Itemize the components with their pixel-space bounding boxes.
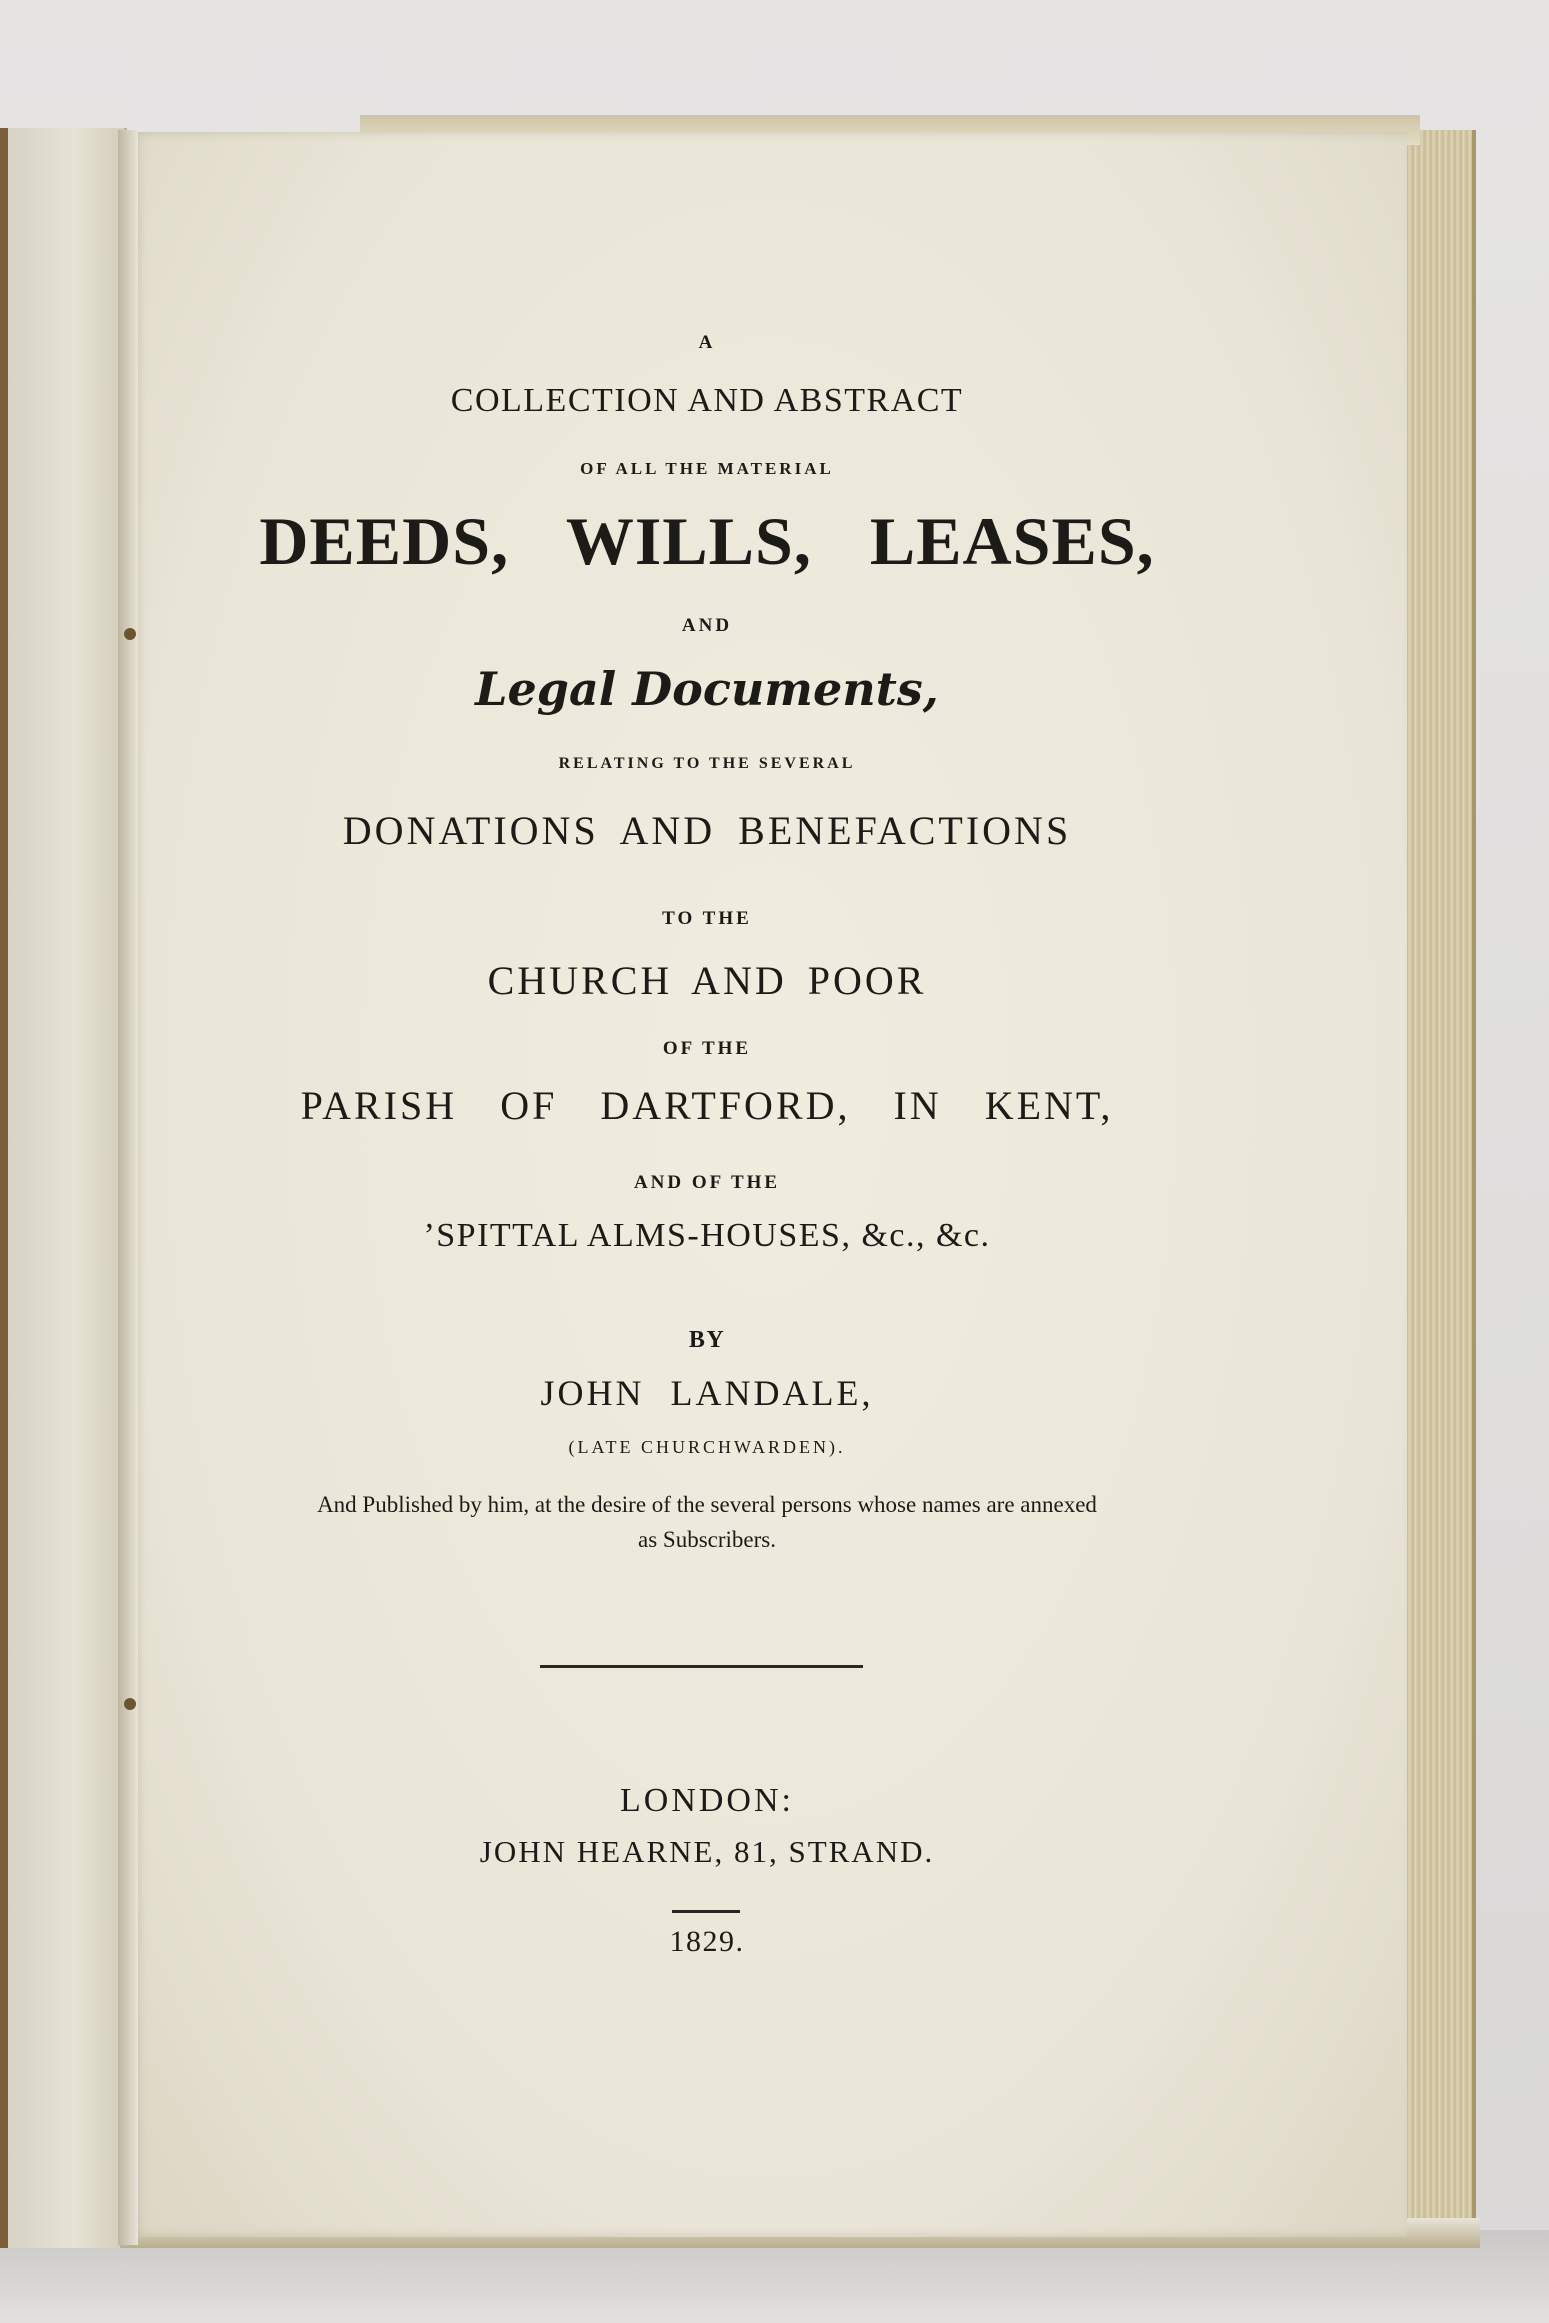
line-and: AND <box>681 615 733 636</box>
line-london: LONDON: <box>620 1782 794 1819</box>
left-page <box>0 128 127 2248</box>
line-and-of-the: AND OF THE <box>633 1172 781 1193</box>
line-published-2: as Subscribers. <box>638 1527 776 1552</box>
gutter <box>118 130 138 2245</box>
line-to-the: TO THE <box>662 908 752 929</box>
binding-stitch <box>124 628 136 640</box>
line-deeds: DEEDS, WILLS, LEASES, <box>259 503 1155 579</box>
line-legal: Legal Documents, <box>475 662 939 716</box>
cover-edge <box>0 128 8 2248</box>
line-of-the: OF THE <box>662 1038 752 1059</box>
line-author: JOHN LANDALE, <box>540 1373 874 1413</box>
line-by: BY <box>688 1327 726 1353</box>
line-parish: PARISH OF DARTFORD, IN KENT, <box>300 1083 1114 1128</box>
short-rule <box>672 1910 740 1913</box>
line-of-all: OF ALL THE MATERIAL <box>580 459 834 478</box>
line-publisher: JOHN HEARNE, 81, STRAND. <box>479 1834 935 1869</box>
divider-rule <box>540 1665 863 1668</box>
line-relating: RELATING TO THE SEVERAL <box>558 755 856 772</box>
line-collection: COLLECTION AND ABSTRACT <box>450 382 964 419</box>
line-donations: DONATIONS AND BENEFACTIONS <box>342 808 1072 853</box>
line-late: (LATE CHURCHWARDEN). <box>568 1437 846 1457</box>
title-page <box>132 132 1407 2237</box>
line-year: 1829. <box>669 1925 745 1958</box>
binding-stitch <box>124 1698 136 1710</box>
line-a: A <box>698 332 716 353</box>
line-church: CHURCH AND POOR <box>487 958 927 1003</box>
line-spittal: ’SPITTAL ALMS-HOUSES, &c., &c. <box>423 1217 991 1254</box>
line-published-1: And Published by him, at the desire of the several persons whose names are annexed <box>317 1492 1097 1517</box>
